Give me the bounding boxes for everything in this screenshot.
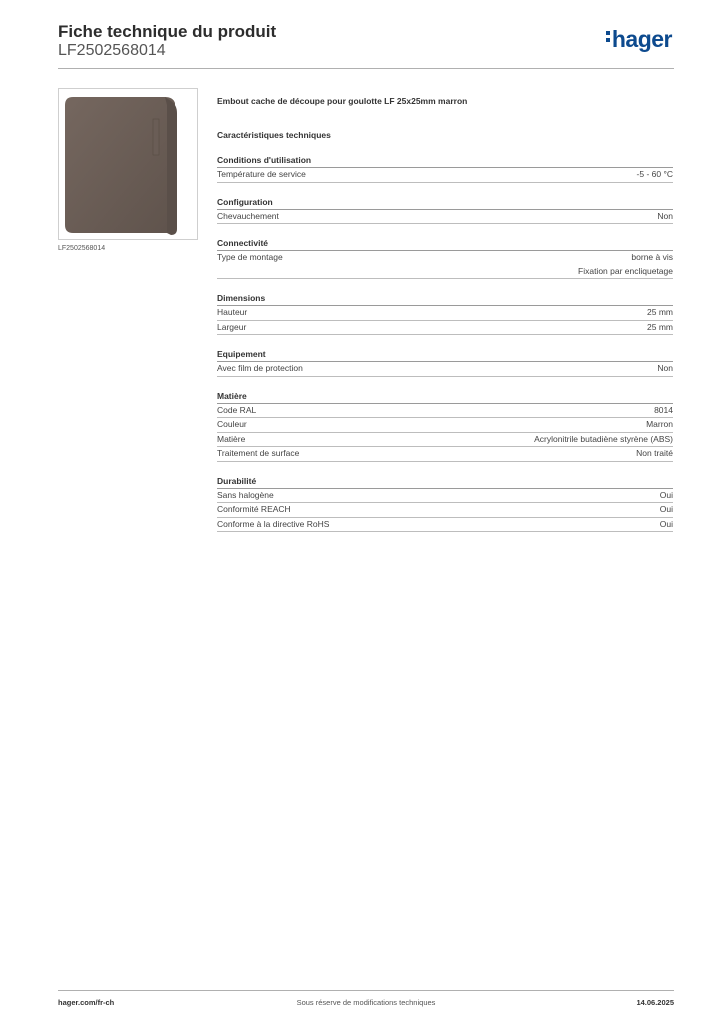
spec-group-configuration (217, 197, 673, 225)
group-title: Equipement (217, 349, 673, 362)
footer-notice: Sous réserve de modifications techniques (296, 998, 436, 1007)
page-header (58, 22, 674, 70)
footer-date: 14.06.2025 (636, 998, 674, 1007)
spec-label: Avec film de protection (217, 363, 303, 373)
spec-group-conditions (217, 155, 673, 183)
logo-text: hager (611, 26, 672, 52)
group-title: Conditions d'utilisation (217, 155, 673, 168)
spec-value: Oui (659, 504, 673, 514)
spec-label: Code RAL (217, 404, 257, 415)
spec-label: Conformité REACH (217, 504, 291, 514)
spec-row (217, 433, 673, 448)
spec-row (217, 321, 673, 336)
spec-row (217, 251, 673, 279)
spec-value: Non traité (636, 448, 673, 458)
image-caption: LF2502568014 (58, 245, 106, 252)
spec-row (217, 489, 673, 504)
spec-value: Acrylonitrile butadiène styrène (ABS) (534, 433, 673, 444)
group-title: Dimensions (217, 293, 673, 306)
spec-label: Chevauchement (217, 210, 279, 221)
spec-label: Conforme à la directive RoHS (217, 518, 330, 529)
spec-group-material (217, 391, 673, 462)
product-reference: LF2502568014 (58, 42, 166, 59)
spec-label: Matière (217, 433, 246, 444)
spec-label: Sans halogène (217, 489, 274, 500)
spec-value: 25 mm (647, 321, 673, 332)
spec-label: Température de service (217, 169, 306, 179)
footer-divider (58, 990, 674, 991)
spec-sheet (217, 95, 673, 532)
group-title: Configuration (217, 197, 673, 210)
spec-row (217, 306, 673, 321)
product-name: Embout cache de découpe pour goulotte LF 25x25mm marron (217, 96, 468, 106)
spec-value: Oui (659, 518, 673, 529)
spec-value: 25 mm (647, 307, 673, 317)
header-divider (58, 68, 674, 69)
spec-row (217, 210, 673, 225)
hager-logo (606, 26, 672, 53)
group-title: Connectivité (217, 238, 673, 251)
spec-value: Non (657, 363, 673, 373)
spec-row (217, 168, 673, 183)
logo-colon-icon (606, 28, 612, 45)
product-image (58, 88, 198, 240)
spec-value: Fixation par encliquetage (578, 265, 673, 276)
spec-label: Traitement de surface (217, 448, 300, 458)
spec-label: Type de montage (217, 252, 283, 262)
spec-group-connectivity (217, 238, 673, 279)
footer-website-link[interactable]: hager.com/fr-ch (58, 998, 115, 1007)
spec-value: borne à vis (631, 252, 673, 262)
spec-label: Couleur (217, 419, 247, 429)
product-photo-icon (59, 89, 197, 239)
spec-row (217, 447, 673, 462)
group-title: Matière (217, 391, 673, 404)
group-title: Durabilité (217, 476, 673, 489)
spec-value-multi (578, 251, 673, 278)
spec-value: Marron (646, 419, 673, 429)
spec-label: Hauteur (217, 307, 248, 317)
spec-row (217, 503, 673, 518)
spec-row (217, 418, 673, 433)
spec-row (217, 362, 673, 377)
spec-label: Largeur (217, 321, 247, 332)
spec-group-equipment (217, 349, 673, 377)
spec-value: Non (657, 210, 673, 221)
spec-row (217, 404, 673, 419)
specs-heading: Caractéristiques techniques (217, 130, 331, 140)
spec-row (217, 518, 673, 533)
spec-group-dimensions (217, 293, 673, 335)
spec-value: -5 - 60 °C (636, 169, 673, 179)
spec-value: 8014 (654, 404, 673, 415)
document-title: Fiche technique du produit (58, 22, 277, 41)
spec-value: Oui (659, 489, 673, 500)
spec-group-sustainability (217, 476, 673, 533)
